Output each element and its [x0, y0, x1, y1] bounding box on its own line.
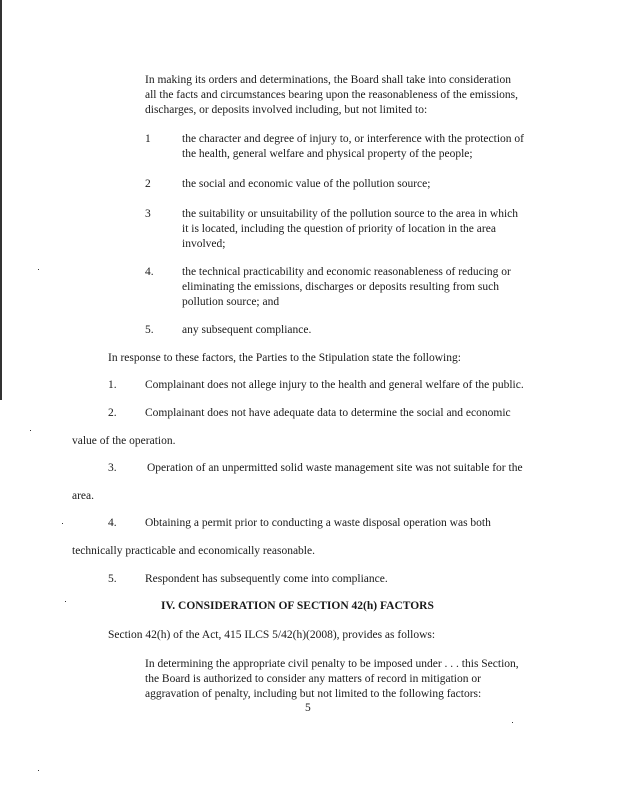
scan-speck	[65, 601, 66, 602]
response-intro: In response to these factors, the Parties to the Stipulation state the following:	[108, 352, 461, 364]
response-text: Obtaining a permit prior to conducting a waste disposal operation was both	[145, 517, 491, 529]
page-number: 5	[305, 702, 311, 714]
factor-number: 3	[145, 208, 151, 220]
quote-line: all the facts and circumstances bearing upon the reasonableness of the emissions,	[145, 89, 518, 101]
scan-edge-line	[0, 0, 2, 400]
quote-line: In determining the appropriate civil penalty to be imposed under . . . this Section,	[145, 658, 519, 670]
quote-line: In making its orders and determinations, the Board shall take into consideration	[145, 74, 511, 86]
factor-text: involved;	[182, 238, 226, 250]
quote-line: the Board is authorized to consider any matters of record in mitigation or	[145, 673, 481, 685]
response-text: Complainant does not allege injury to the health and general welfare of the public.	[145, 379, 524, 391]
scan-speck	[62, 523, 63, 524]
response-text: Respondent has subsequently come into compliance.	[145, 573, 388, 585]
factor-text: the technical practicability and economic reasonableness of reducing or	[182, 266, 511, 278]
response-text: Operation of an unpermitted solid waste management site was not suitable for the	[147, 462, 523, 474]
factor-number: 5.	[145, 324, 154, 336]
factor-number: 4.	[145, 266, 154, 278]
factor-text: the health, general welfare and physical property of the people;	[182, 148, 473, 160]
quote-line: aggravation of penalty, including but not limited to the following factors:	[145, 688, 482, 700]
response-number: 4.	[108, 517, 117, 529]
response-text: technically practicable and economically reasonable.	[72, 545, 315, 557]
response-number: 2.	[108, 407, 117, 419]
factor-text: eliminating the emissions, discharges or deposits resulting from such	[182, 281, 499, 293]
scan-speck	[30, 430, 31, 431]
response-number: 5.	[108, 573, 117, 585]
response-number: 1.	[108, 379, 117, 391]
response-text: area.	[72, 490, 95, 502]
factor-text: any subsequent compliance.	[182, 324, 312, 336]
factor-text: pollution source; and	[182, 296, 280, 308]
section-heading: IV. CONSIDERATION OF SECTION 42(h) FACTORS	[161, 600, 434, 612]
scan-speck	[38, 770, 39, 771]
factor-number: 1	[145, 133, 151, 145]
scan-speck	[38, 269, 39, 270]
response-text: value of the operation.	[72, 435, 176, 447]
section-intro: Section 42(h) of the Act, 415 ILCS 5/42(h)(2008), provides as follows:	[108, 629, 436, 641]
response-number: 3.	[108, 462, 117, 474]
quote-line: discharges, or deposits involved including, but not limited to:	[145, 104, 428, 116]
factor-text: the character and degree of injury to, or interference with the protection of	[182, 133, 524, 145]
response-text: Complainant does not have adequate data to determine the social and economic	[145, 407, 511, 419]
factor-text: it is located, including the question of priority of location in the area	[182, 223, 496, 235]
scan-speck	[512, 722, 513, 723]
factor-text: the suitability or unsuitability of the pollution source to the area in which	[182, 208, 518, 220]
factor-number: 2	[145, 178, 151, 190]
factor-text: the social and economic value of the pollution source;	[182, 178, 431, 190]
